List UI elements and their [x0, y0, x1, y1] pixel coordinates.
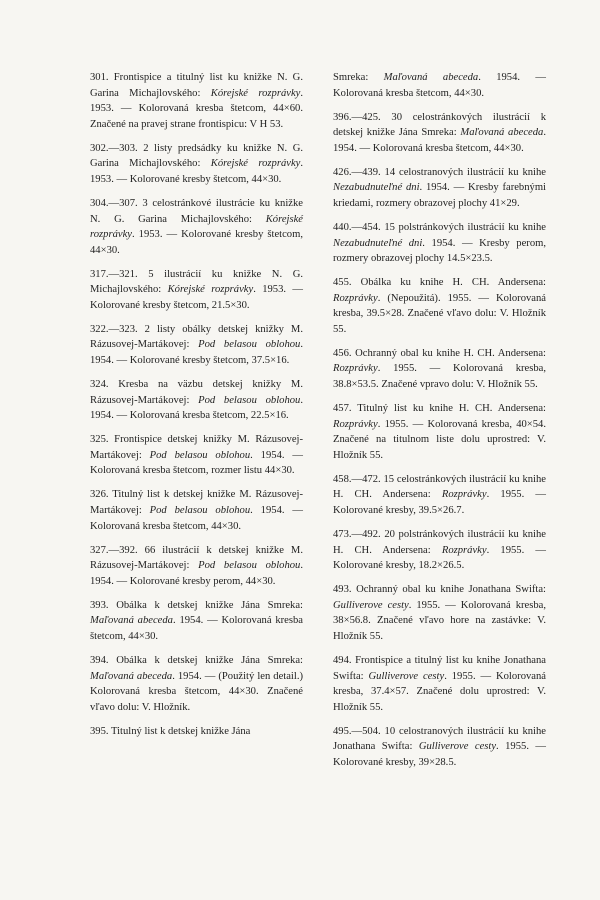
book-title: Rozprávky [333, 363, 378, 375]
entry-text: 327.—392. 66 ilustrácií k detskej knižke M. Rázusovej-Martákovej: [90, 544, 303, 572]
entry-text: 326. Titulný list k detskej knižke M. Rázusovej-Martákovej: [90, 489, 303, 516]
entry-text: 396.—425. 30 celostránkových ilustrácií k detskej knižke Jána Smreka: [333, 111, 546, 139]
entry-text: . 1953. — Kolorované kresby štetcom, 21.5×30. [90, 284, 303, 311]
catalog-entry [333, 70, 546, 101]
entry-text: Smreka: [333, 72, 384, 83]
entry-text: . 1954. — Kolorované kresby perom, 44×30. [90, 560, 303, 587]
entry-text: . 1953. — Kolorovaná kresba štetcom, 44×60. Značené na pravej strane frontispicu: V H 53. [90, 87, 303, 130]
entry-text: 458.—472. 15 celostránkových ilustrácií ku knihe H. CH. Andersena: [333, 473, 546, 501]
entry-text: . 1955. — Kolorované kresby, 39.5×26.7. [333, 489, 547, 516]
entry-text: 455. Obálka ku knihe H. CH. Andersena: [333, 277, 546, 289]
book-title: Kórejské rozprávky [210, 87, 301, 99]
catalog-entry [333, 653, 546, 715]
entry-text: 324. Kresba na väzbu detskej knižky M. Rázusovej-Martákovej: [90, 379, 303, 406]
entry-text: . 1955. — Kolorované kresby, 39×28.5. [333, 741, 546, 768]
entry-text: . 1954. — Kolorovaná kresba štetcom, 44×30. [333, 127, 546, 154]
catalog-entry [90, 432, 303, 479]
entry-text: . 1954. — Kolorovaná kresba štetcom, 22.5×16. [90, 394, 303, 422]
book-title: Nezabudnuteľné dni [333, 237, 423, 249]
catalog-entry [333, 165, 546, 212]
entry-text: 325. Frontispice detskej knižky M. Rázusovej-Martákovej: [90, 434, 303, 461]
catalog-entry [90, 487, 303, 534]
entry-text: 440.—454. 15 polstránkových ilustrácií ku knihe [333, 221, 546, 233]
entry-text: 394. Obálka k detskej knižke Jána Smreka: [90, 654, 303, 666]
entry-text: . 1954. — Kresby perom, rozmery obrazovej plochy 14.5×23.5. [333, 237, 547, 265]
book-title: Pod belasou oblohou [198, 394, 301, 406]
right-column [333, 70, 546, 779]
catalog-entry [90, 196, 303, 258]
book-title: Maľovaná abeceda [90, 670, 173, 682]
entry-text: 426.—439. 14 celostranových ilustrácií ku knihe [333, 166, 546, 178]
book-title: Pod belasou oblohou [149, 504, 251, 516]
entry-text: 393. Obálka k detskej knižke Jána Smreka: [90, 599, 303, 611]
catalog-entry [333, 724, 546, 771]
book-title: Kórejské rozprávky [210, 158, 301, 170]
entry-text: 494. Frontispice a titulný list ku knihe Jonathana Swifta: [333, 654, 546, 682]
entry-text: . 1955. — Kolorovaná kresba, 40×54. Značené na titulnom liste dolu uprostred: V. Hložník 55. [333, 418, 546, 461]
book-title: Kórejské rozprávky [90, 213, 303, 241]
book-title: Pod belasou oblohou [198, 560, 301, 572]
catalog-entry [90, 377, 303, 424]
book-title: Maľovaná abeceda [90, 615, 173, 627]
catalog-entry [90, 543, 303, 590]
entry-text: . 1955. — Kolorovaná kresba, 38.8×53.5. Značené vpravo dolu: V. Hložník 55. [333, 363, 546, 391]
entry-text: 457. Titulný list ku knihe H. CH. Andersena: [333, 403, 546, 415]
catalog-entry [333, 401, 546, 463]
entry-text: . 1954. — Kresby farebnými kriedami, rozmery obrazovej plochy 41×29. [333, 182, 546, 209]
entry-text: 304.—307. 3 celostránkové ilustrácie ku knižke N. G. Garina Michajlovského: [90, 197, 303, 225]
book-title: Rozprávky [441, 544, 487, 556]
entry-text: . 1954. — Kolorovaná kresba štetcom, 44×30. [90, 504, 303, 532]
catalog-entry [333, 472, 546, 519]
catalog-entry [333, 220, 546, 267]
entry-text: 473.—492. 20 polstránkových ilustrácií ku knihe H. CH. Andersena: [333, 528, 546, 556]
catalog-entry [333, 527, 546, 574]
catalog-entry [333, 275, 546, 337]
entry-text: . 1954. — Kolorovaná kresba štetcom, 44×30. [333, 72, 547, 99]
entry-text: 495.—504. 10 celostranových ilustrácií ku knihe Jonathana Swifta: [333, 725, 546, 753]
catalog-entry [90, 70, 303, 132]
entry-text: . 1954. — Kolorované kresby štetcom, 37.5×16. [90, 339, 303, 367]
entry-text: . 1954. — Kolorovaná kresba štetcom, 44×30. [90, 615, 303, 642]
book-title: Rozprávky [441, 489, 487, 501]
book-title: Rozprávky [333, 292, 378, 304]
entry-text: . 1955. — Kolorovaná kresba, 37.4×57. Značené dolu uprostred: V. Hložník 55. [333, 670, 546, 713]
entry-text: 317.—321. 5 ilustrácií ku knižke N. G. Michajlovského: [90, 268, 303, 296]
book-title: Pod belasou oblohou [198, 339, 301, 351]
book-title: Gulliverove cesty [333, 599, 409, 611]
book-title: Maľovaná abeceda [383, 72, 479, 83]
catalog-entry [90, 141, 303, 188]
catalog-entry [90, 653, 303, 715]
catalog-entry [90, 598, 303, 645]
catalog-entry [90, 724, 303, 740]
entry-text: . 1954. — (Použitý len detail.) Kolorovaná kresba štetcom, 44×30. Značené vľavo dolu: V. Hložník. [90, 670, 303, 713]
entry-text: . 1955. — Kolorované kresby, 18.2×26.5. [333, 544, 547, 572]
entry-text: . 1954. — Kolorovaná kresba štetcom, rozmer listu 44×30. [90, 449, 303, 477]
book-title: Nezabudnuteľné dni [333, 182, 420, 194]
entry-text: 395. Titulný list k detskej knižke Jána [90, 725, 251, 737]
book-title: Kórejské rozprávky [167, 284, 254, 296]
left-column [90, 70, 303, 748]
entry-text: 456. Ochranný obal ku knihe H. CH. Andersena: [333, 347, 546, 359]
book-title: Rozprávky [333, 418, 378, 430]
catalog-entry [90, 322, 303, 369]
book-title: Gulliverove cesty [418, 741, 497, 753]
catalog-entry [333, 346, 546, 393]
book-title: Maľovaná abeceda [460, 127, 544, 139]
entry-text: 493. Ochranný obal ku knihe Jonathana Swifta: [333, 584, 546, 596]
catalog-entry [90, 267, 303, 314]
entry-text: 302.—303. 2 listy predsádky ku knižke N. G. Garina Michajlovského: [90, 142, 303, 170]
entry-text: . 1953. — Kolorované kresby štetcom, 44×30. [90, 158, 303, 185]
entry-text: . (Nepoužitá). 1955. — Kolorovaná kresba, 39.5×28. Značené vľavo dolu: V. Hložník 55. [333, 292, 546, 335]
entry-text: 301. Frontispice a titulný list ku knižke N. G. Garina Michajlovského: [90, 72, 303, 99]
book-title: Gulliverove cesty [368, 670, 445, 682]
entry-text: . 1955. — Kolorovaná kresba, 38×56.8. Značené vľavo hore na zastávke: V. Hložník 55. [333, 599, 546, 642]
entry-text: 322.—323. 2 listy obálky detskej knižky M. Rázusovej-Martákovej: [90, 323, 303, 351]
catalog-entry [333, 110, 546, 157]
entry-text: . 1953. — Kolorované kresby štetcom, 44×30. [90, 229, 303, 256]
book-title: Pod belasou oblohou [149, 449, 251, 461]
catalog-entry [333, 582, 546, 644]
